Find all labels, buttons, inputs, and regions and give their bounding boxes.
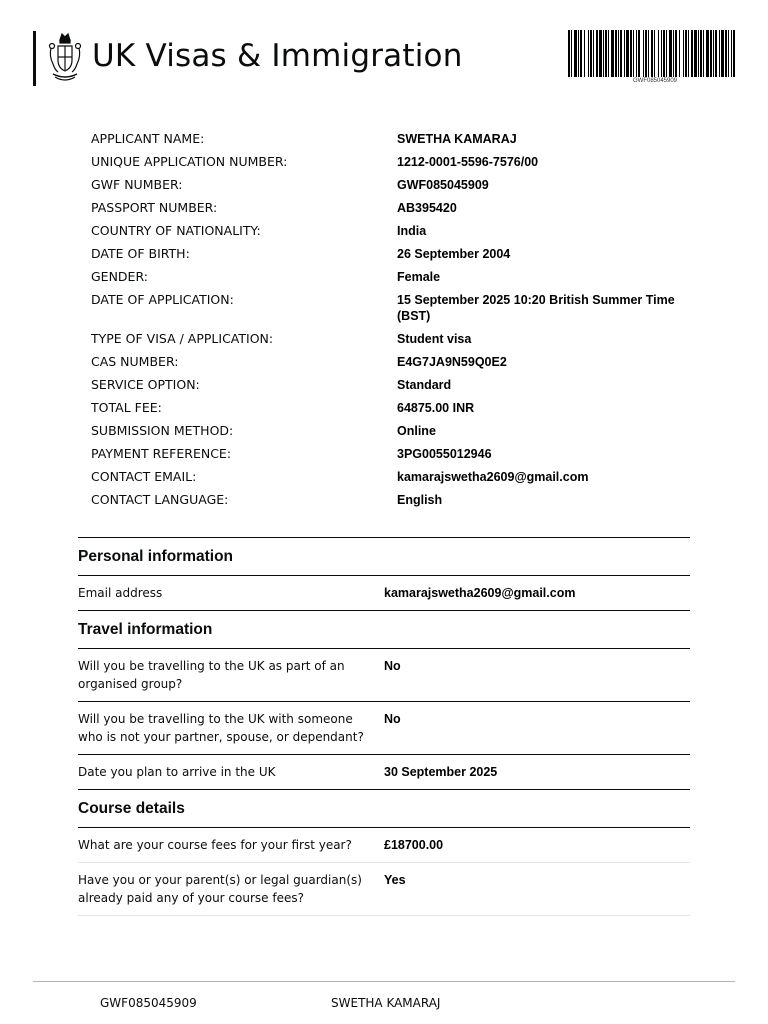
application-summary bbox=[91, 131, 711, 515]
summary-label: CONTACT LANGUAGE: bbox=[91, 492, 229, 507]
summary-value: India bbox=[397, 224, 427, 238]
question-row bbox=[78, 649, 690, 702]
question-row bbox=[78, 863, 690, 916]
summary-value: E4G7JA9N59Q0E2 bbox=[397, 355, 507, 369]
summary-row bbox=[91, 131, 711, 147]
answer-value: £18700.00 bbox=[384, 838, 444, 852]
section-heading-course: Course details bbox=[78, 790, 690, 828]
summary-label: PASSPORT NUMBER: bbox=[91, 200, 218, 215]
summary-row bbox=[91, 154, 711, 170]
summary-label: SERVICE OPTION: bbox=[91, 377, 200, 392]
summary-row bbox=[91, 446, 711, 462]
question-row bbox=[78, 755, 690, 790]
summary-value: Female bbox=[397, 270, 441, 284]
summary-value: SWETHA KAMARAJ bbox=[397, 132, 517, 146]
summary-label: APPLICANT NAME: bbox=[91, 131, 205, 146]
summary-row bbox=[91, 177, 711, 193]
summary-row bbox=[91, 354, 711, 370]
section-heading-travel: Travel information bbox=[78, 611, 690, 649]
footer-applicant-name: SWETHA KAMARAJ bbox=[331, 996, 441, 1010]
summary-label: TOTAL FEE: bbox=[91, 400, 162, 415]
summary-label: CONTACT EMAIL: bbox=[91, 469, 197, 484]
question-label: What are your course fees for your first year? bbox=[78, 838, 352, 852]
footer-divider bbox=[33, 981, 735, 982]
question-row bbox=[78, 576, 690, 611]
summary-label: TYPE OF VISA / APPLICATION: bbox=[91, 331, 274, 346]
barcode bbox=[568, 30, 736, 81]
question-label: Date you plan to arrive in the UK bbox=[78, 765, 276, 779]
question-label: Will you be travelling to the UK as part of an organised group? bbox=[78, 659, 345, 691]
summary-value: Online bbox=[397, 424, 436, 438]
summary-value: 15 September 2025 10:20 British Summer Time (BST) bbox=[397, 293, 675, 323]
answer-value: Yes bbox=[384, 873, 406, 887]
footer-gwf-number: GWF085045909 bbox=[100, 996, 197, 1010]
summary-label: UNIQUE APPLICATION NUMBER: bbox=[91, 154, 288, 169]
summary-label: CAS NUMBER: bbox=[91, 354, 179, 369]
summary-row bbox=[91, 492, 711, 508]
summary-label: COUNTRY OF NATIONALITY: bbox=[91, 223, 261, 238]
summary-value: 64875.00 INR bbox=[397, 401, 475, 415]
summary-value: 3PG0055012946 bbox=[397, 447, 492, 461]
summary-row bbox=[91, 469, 711, 485]
question-label: Have you or your parent(s) or legal guardian(s) already paid any of your course fees? bbox=[78, 873, 362, 905]
summary-value: Student visa bbox=[397, 332, 472, 346]
section-heading-personal: Personal information bbox=[78, 537, 690, 576]
answer-value: No bbox=[384, 659, 401, 673]
summary-row bbox=[91, 269, 711, 285]
summary-value: English bbox=[397, 493, 443, 507]
summary-row bbox=[91, 223, 711, 239]
summary-value: AB395420 bbox=[397, 201, 457, 215]
summary-value: GWF085045909 bbox=[397, 178, 489, 192]
summary-row bbox=[91, 331, 711, 347]
answer-value: No bbox=[384, 712, 401, 726]
summary-label: SUBMISSION METHOD: bbox=[91, 423, 234, 438]
question-row bbox=[78, 702, 690, 755]
summary-row bbox=[91, 292, 711, 324]
answer-value: 30 September 2025 bbox=[384, 765, 498, 779]
header-rule bbox=[33, 31, 36, 86]
document-header bbox=[0, 0, 768, 100]
summary-label: GWF NUMBER: bbox=[91, 177, 183, 192]
summary-label: PAYMENT REFERENCE: bbox=[91, 446, 232, 461]
barcode-number: GWF085045909 bbox=[632, 78, 678, 84]
summary-row bbox=[91, 377, 711, 393]
org-title: UK Visas & Immigration bbox=[92, 38, 463, 74]
summary-value: 1212-0001-5596-7576/00 bbox=[397, 155, 539, 169]
question-row bbox=[78, 828, 690, 863]
royal-coat-of-arms-icon bbox=[47, 30, 83, 86]
question-label: Email address bbox=[78, 586, 163, 600]
summary-value: kamarajswetha2609@gmail.com bbox=[397, 470, 589, 484]
question-label: Will you be travelling to the UK with someone who is not your partner, spouse, or dependant? bbox=[78, 712, 364, 744]
application-sections bbox=[78, 537, 690, 916]
summary-row bbox=[91, 400, 711, 416]
summary-row bbox=[91, 423, 711, 439]
answer-value: kamarajswetha2609@gmail.com bbox=[384, 586, 576, 600]
summary-value: 26 September 2004 bbox=[397, 247, 511, 261]
summary-value: Standard bbox=[397, 378, 452, 392]
summary-label: DATE OF BIRTH: bbox=[91, 246, 190, 261]
summary-row bbox=[91, 200, 711, 216]
summary-label: DATE OF APPLICATION: bbox=[91, 292, 234, 307]
summary-row bbox=[91, 246, 711, 262]
summary-label: GENDER: bbox=[91, 269, 148, 284]
